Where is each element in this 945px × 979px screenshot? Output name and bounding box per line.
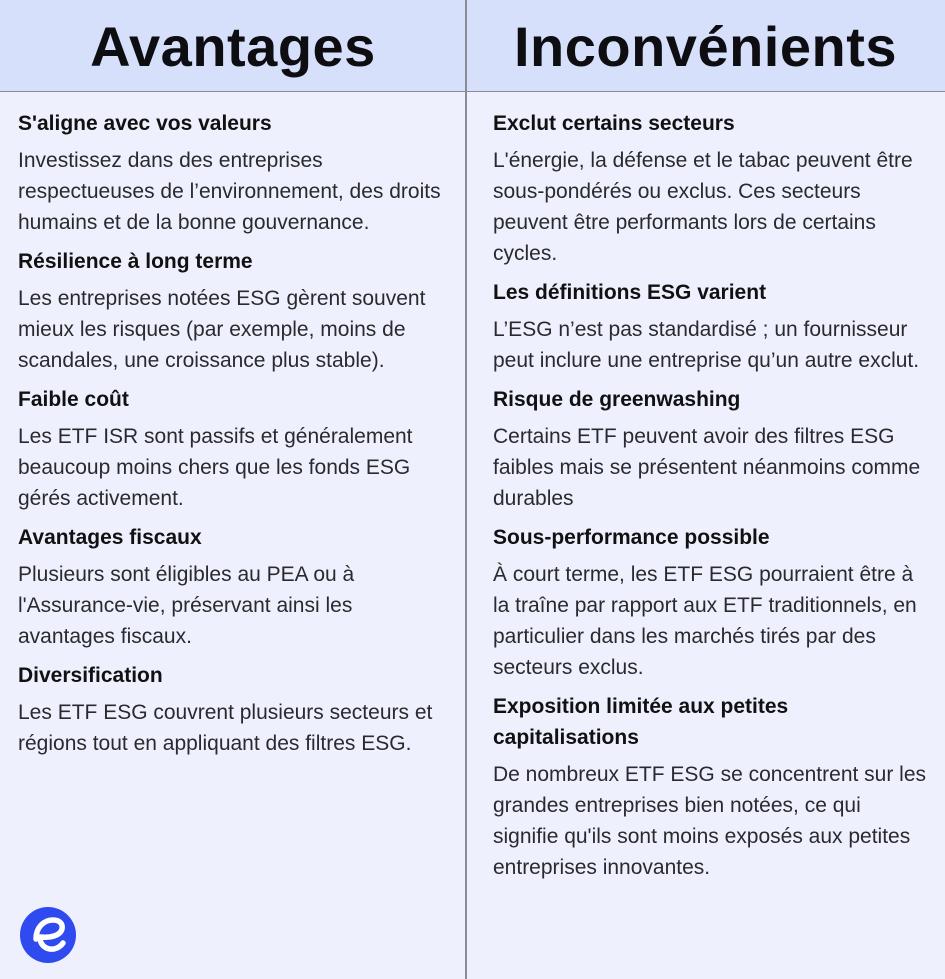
disadvantages-column xyxy=(493,108,928,891)
advantage-item xyxy=(18,522,448,652)
table-header xyxy=(0,0,945,92)
advantage-item xyxy=(18,108,448,238)
disadvantage-text: L’ESG n’est pas standardisé ; un fournisseur peut inclure une entreprise qu’un autre exclut. xyxy=(493,318,920,372)
disadvantage-item xyxy=(493,277,928,376)
disadvantage-item xyxy=(493,691,928,883)
header-advantages: Avantages xyxy=(90,14,376,78)
disadvantage-text: À court terme, les ETF ESG pourraient être à la traîne par rapport aux ETF traditionnels, en particulier dans les marchés tirés par des secteurs exclus. xyxy=(493,563,917,679)
disadvantage-text: De nombreux ETF ESG se concentrent sur les grandes entreprises bien notées, ce qui signifie qu'ils sont moins exposés aux petites entreprises innovantes. xyxy=(493,763,927,879)
advantage-title: Résilience à long terme xyxy=(18,250,253,273)
disadvantage-title: Sous-performance possible xyxy=(493,526,770,549)
advantage-item xyxy=(18,246,448,376)
advantage-text: Plusieurs sont éligibles au PEA ou à l'Assurance-vie, préservant ainsi les avantages fiscaux. xyxy=(18,563,355,648)
disadvantage-text: Certains ETF peuvent avoir des filtres ESG faibles mais se présentent néanmoins comme durables xyxy=(493,425,921,510)
disadvantage-title: Les définitions ESG varient xyxy=(493,281,767,304)
disadvantage-title: Risque de greenwashing xyxy=(493,388,741,411)
disadvantage-item xyxy=(493,522,928,683)
advantages-column xyxy=(18,108,448,767)
advantage-text: Investissez dans des entreprises respectueuses de l’environnement, des droits humains et de la bonne gouvernance. xyxy=(18,149,441,234)
column-divider xyxy=(465,0,467,979)
advantage-title: Faible coût xyxy=(18,388,129,411)
advantage-item xyxy=(18,660,448,759)
advantage-item xyxy=(18,384,448,514)
advantage-text: Les ETF ISR sont passifs et généralement beaucoup moins chers que les fonds ESG gérés activement. xyxy=(18,425,413,510)
disadvantage-title: Exposition limitée aux petites capitalisations xyxy=(493,695,789,749)
brand-e-logo-icon xyxy=(19,906,77,964)
advantage-title: Avantages fiscaux xyxy=(18,526,202,549)
advantage-text: Les ETF ESG couvrent plusieurs secteurs et régions tout en appliquant des filtres ESG. xyxy=(18,701,433,755)
advantage-title: S'aligne avec vos valeurs xyxy=(18,112,272,135)
advantage-title: Diversification xyxy=(18,664,163,687)
disadvantage-item xyxy=(493,108,928,269)
advantage-text: Les entreprises notées ESG gèrent souvent mieux les risques (par exemple, moins de scandales, une croissance plus stable). xyxy=(18,287,426,372)
disadvantage-text: L'énergie, la défense et le tabac peuvent être sous-pondérés ou exclus. Ces secteurs peuvent être performants lors de certains cycles. xyxy=(493,149,913,265)
header-disadvantages: Inconvénients xyxy=(513,14,898,78)
disadvantage-title: Exclut certains secteurs xyxy=(493,112,735,135)
disadvantage-item xyxy=(493,384,928,514)
